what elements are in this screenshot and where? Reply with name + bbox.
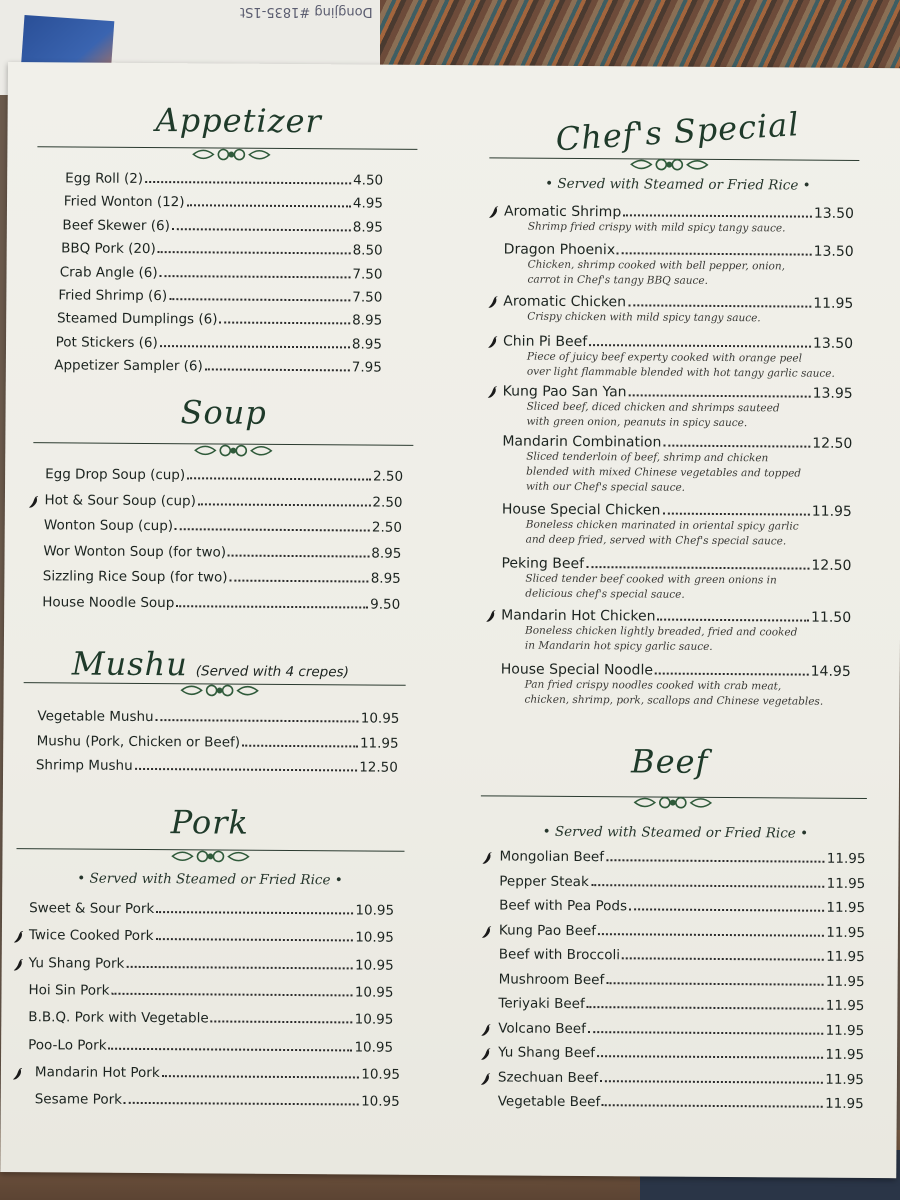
- leader-dots: [145, 181, 351, 184]
- description-line: Sliced tender beef cooked with green onions in: [525, 572, 777, 587]
- menu-item-name: House Special Chicken: [501, 501, 661, 519]
- leader-dots: [587, 1006, 824, 1010]
- menu-item-description: [527, 258, 785, 290]
- menu-item-row: [28, 1037, 393, 1056]
- menu-item-price: 9.50: [370, 596, 401, 613]
- menu-item-price: 12.50: [812, 435, 853, 452]
- beef-ornament-icon: [633, 794, 713, 811]
- menu-item-description: [528, 220, 786, 237]
- leader-dots: [158, 251, 351, 254]
- hot-pepper-icon: [489, 206, 499, 218]
- menu-item-price: 13.50: [813, 205, 855, 222]
- menu-item-name: B.B.Q. Pork with Vegetable: [28, 1009, 209, 1027]
- chefs-special-ornament-icon: [629, 156, 709, 173]
- appetizer-title: Appetizer: [155, 101, 322, 141]
- leader-dots: [187, 205, 351, 208]
- menu-item-row: [499, 873, 865, 892]
- menu-item-price: 10.95: [354, 1011, 394, 1028]
- menu-item-price: 8.95: [351, 336, 383, 353]
- menu-item-price: 10.95: [360, 710, 400, 727]
- description-line: Boneless chicken marinated in oriental spicy garlic: [525, 518, 799, 533]
- hot-pepper-icon: [481, 1073, 491, 1085]
- menu-item-row: [44, 517, 402, 535]
- leader-dots: [156, 719, 359, 722]
- menu-item-row: [64, 194, 383, 212]
- leader-dots: [187, 477, 371, 480]
- menu-item-description: [527, 310, 761, 327]
- leader-dots: [589, 344, 811, 348]
- menu-item-name: Aromatic Shrimp: [503, 203, 622, 221]
- menu-item-name: BBQ Pork (20): [61, 240, 156, 258]
- menu-item-row: [35, 1091, 400, 1110]
- menu-item-row: [58, 287, 382, 305]
- menu-item-row: [499, 971, 865, 990]
- menu-item-price: 8.95: [371, 545, 402, 562]
- hot-pepper-icon: [14, 931, 24, 943]
- menu-item-price: 4.50: [353, 172, 384, 189]
- hot-pepper-icon: [488, 296, 498, 308]
- description-line: in Mandarin hot spicy garlic sauce.: [524, 639, 713, 653]
- leader-dots: [628, 304, 811, 307]
- menu-item-price: 10.95: [355, 929, 394, 947]
- leader-dots: [175, 528, 370, 531]
- menu-item-row: [499, 848, 865, 867]
- leader-dots: [219, 322, 350, 325]
- menu-item-price: 11.95: [825, 1022, 865, 1039]
- pork-rice-note: • Served with Steamed or Fried Rice •: [77, 870, 343, 889]
- hot-pepper-icon: [13, 1068, 23, 1080]
- menu-item-name: Beef with Pea Pods: [499, 897, 628, 915]
- leader-dots: [623, 214, 812, 217]
- leader-dots: [600, 1080, 823, 1084]
- leader-dots: [591, 884, 825, 888]
- leader-dots: [162, 1075, 360, 1078]
- menu-item-name: Mushroom Beef: [498, 970, 605, 988]
- menu-item-row: [498, 1069, 864, 1088]
- envelope-handwriting: Dongjing #1835-1St: [240, 4, 373, 19]
- menu-item-row: [28, 1009, 393, 1028]
- menu-item-price: 11.50: [810, 609, 852, 626]
- menu-item-name: Wor Wonton Soup (for two): [43, 543, 227, 561]
- pork-ornament-icon: [170, 848, 250, 865]
- leader-dots: [597, 1055, 823, 1059]
- menu-item-row: [499, 922, 865, 941]
- menu-item-row: [29, 927, 394, 946]
- menu-item-price: 14.95: [810, 663, 851, 680]
- menu-item-price: 13.50: [813, 243, 854, 260]
- leader-dots: [198, 503, 371, 506]
- menu-item-name: Yu Shang Pork: [28, 954, 125, 972]
- menu-item-row: [42, 594, 400, 612]
- menu-item-name: Mushu (Pork, Chicken or Beef): [36, 732, 241, 751]
- hot-pepper-icon: [488, 336, 498, 348]
- leader-dots: [228, 554, 369, 557]
- leader-dots: [606, 982, 824, 986]
- menu-item-price: 11.95: [359, 734, 399, 752]
- menu-item-row: [498, 995, 864, 1014]
- menu-item-price: 11.95: [826, 875, 866, 892]
- leader-dots: [160, 345, 350, 348]
- leader-dots: [622, 957, 824, 960]
- menu-item-name: Sweet & Sour Pork: [29, 900, 155, 918]
- menu-item-price: 7.50: [352, 289, 383, 306]
- mushu-header: [72, 644, 349, 684]
- description-line: delicious chef's special sauce.: [525, 587, 685, 601]
- menu-item-name: Sesame Pork: [34, 1091, 123, 1108]
- soup-ornament-icon: [193, 442, 273, 459]
- leader-dots: [155, 938, 353, 941]
- leader-dots: [205, 369, 350, 372]
- menu-item-price: 11.95: [825, 997, 865, 1015]
- menu-item-name: Vegetable Mushu: [37, 708, 154, 726]
- menu-item-name: Shrimp Mushu: [35, 757, 133, 774]
- leader-dots: [126, 965, 353, 969]
- menu-item-name: Mandarin Hot Pork: [34, 1064, 160, 1081]
- leader-dots: [176, 605, 368, 608]
- menu-item-row: [35, 1064, 400, 1083]
- hot-pepper-icon: [482, 852, 492, 864]
- description-line: carrot in Chef's tangy BBQ sauce.: [527, 273, 709, 287]
- leader-dots: [242, 744, 358, 747]
- menu-item-row: [29, 955, 394, 974]
- menu-item-name: Poo-Lo Pork: [28, 1036, 107, 1054]
- menu-item-row: [37, 708, 399, 727]
- menu-item-price: 11.95: [826, 850, 866, 868]
- menu-item-name: Hot & Sour Soup (cup): [44, 491, 196, 509]
- menu-item-row: [61, 241, 383, 259]
- leader-dots: [169, 298, 350, 301]
- hot-pepper-icon: [14, 959, 24, 971]
- leader-dots: [617, 252, 811, 255]
- menu-item-price: 11.95: [825, 1046, 865, 1064]
- menu-item-row: [498, 1093, 864, 1112]
- menu-item-price: 8.95: [352, 219, 383, 236]
- menu-item-row: [37, 733, 399, 752]
- menu-item-name: Dragon Phoenix: [503, 241, 616, 259]
- menu-item-price: 2.50: [372, 468, 404, 485]
- leader-dots: [586, 566, 809, 570]
- menu-item-row: [43, 569, 401, 587]
- leader-dots: [111, 993, 352, 997]
- menu-item-price: 12.50: [359, 759, 398, 776]
- menu-item-name: House Special Noodle: [500, 661, 654, 679]
- menu-item-price: 10.95: [361, 1093, 400, 1110]
- description-line: Sliced beef, diced chicken and shrimps sauteed: [526, 400, 780, 415]
- beef-rice-note: • Served with Steamed or Fried Rice •: [542, 823, 809, 842]
- menu-item-row: [62, 217, 382, 235]
- menu-item-name: Fried Wonton (12): [63, 193, 185, 211]
- menu-item-row: [45, 466, 403, 484]
- menu-item-description: [525, 572, 777, 604]
- leader-dots: [160, 275, 351, 278]
- leader-dots: [662, 513, 809, 516]
- leader-dots: [211, 1021, 353, 1024]
- description-line: Shrimp fried crispy with mild spicy tangy sauce.: [527, 220, 786, 235]
- menu-item-row: [57, 311, 382, 329]
- menu-item-price: 10.95: [354, 1038, 394, 1056]
- menu-item-name: Kung Pao Beef: [498, 921, 597, 939]
- menu-page: [0, 62, 900, 1178]
- menu-item-price: 13.95: [812, 385, 853, 402]
- beef-title: Beef: [631, 742, 709, 781]
- menu-item-description: [526, 518, 799, 550]
- leader-dots: [663, 445, 810, 448]
- hot-pepper-icon: [481, 1024, 491, 1036]
- menu-item-name: Twice Cooked Pork: [28, 927, 154, 945]
- menu-item-description: [525, 624, 797, 656]
- menu-item-price: 2.50: [371, 519, 403, 536]
- description-line: Sliced tenderloin of beef, shrimp and chicken: [526, 450, 769, 465]
- menu-item-name: Sizzling Rice Soup (for two): [42, 568, 228, 586]
- menu-item-price: 8.95: [352, 312, 383, 330]
- leader-dots: [602, 1104, 823, 1108]
- menu-item-name: Mandarin Hot Chicken: [501, 607, 656, 625]
- menu-item-price: 7.50: [352, 266, 383, 283]
- menu-item-row: [29, 900, 394, 919]
- mushu-ornament-icon: [180, 682, 260, 699]
- description-line: with our Chef's special sauce.: [526, 480, 686, 494]
- menu-item-row: [498, 1044, 864, 1063]
- menu-item-price: 11.95: [825, 973, 865, 990]
- leader-dots: [172, 228, 351, 231]
- menu-item-price: 11.95: [826, 948, 865, 966]
- menu-item-name: Appetizer Sampler (6): [54, 357, 203, 375]
- menu-item-price: 7.95: [351, 359, 382, 376]
- menu-item-name: Hoi Sin Pork: [28, 982, 110, 999]
- appetizer-ornament-icon: [191, 146, 271, 163]
- description-line: blended with mixed Chinese vegetables and topped: [526, 465, 802, 480]
- soup-title: Soup: [180, 393, 267, 432]
- menu-item-name: Crab Angle (6): [59, 263, 158, 281]
- menu-item-row: [36, 757, 398, 776]
- menu-item-name: Pot Stickers (6): [55, 334, 158, 351]
- menu-item-row: [28, 982, 393, 1001]
- menu-item-price: 10.95: [354, 984, 394, 1001]
- menu-item-name: Szechuan Beef: [497, 1068, 599, 1086]
- pork-title: Pork: [170, 803, 250, 842]
- menu-item-name: Wonton Soup (cup): [43, 517, 174, 535]
- menu-item-row: [44, 492, 402, 510]
- description-line: chicken, shrimp, pork, scallops and Chinese vegetables.: [524, 693, 824, 708]
- hot-pepper-icon: [486, 610, 496, 622]
- menu-item-name: Pepper Steak: [499, 872, 589, 890]
- menu-item-price: 10.95: [354, 957, 394, 974]
- leader-dots: [629, 908, 824, 911]
- menu-item-price: 11.95: [825, 1095, 864, 1112]
- menu-item-price: 11.95: [813, 295, 854, 312]
- menu-item-row: [499, 897, 865, 916]
- description-line: Pan fried crispy noodles cooked with crab meat,: [524, 678, 782, 693]
- description-line: Crispy chicken with mild spicy tangy sauce.: [527, 310, 761, 325]
- menu-item-price: 11.95: [825, 1071, 864, 1088]
- menu-item-price: 10.95: [361, 1066, 400, 1083]
- description-line: with green onion, peanuts in spicy sauce.: [526, 415, 748, 430]
- menu-item-row: [56, 334, 382, 352]
- leader-dots: [124, 1102, 359, 1106]
- menu-item-name: Chin Pi Beef: [503, 333, 588, 351]
- menu-item-row: [43, 543, 401, 561]
- menu-item-description: [526, 400, 779, 432]
- description-line: Chicken, shrimp cooked with bell pepper, onion,: [527, 258, 786, 273]
- menu-item-price: 13.50: [812, 335, 854, 352]
- description-line: over light flammable blended with hot tangy garlic sauce.: [526, 365, 835, 380]
- menu-item-row: [54, 358, 382, 376]
- chefs-special-title: Chef's Special: [554, 105, 801, 159]
- leader-dots: [629, 394, 811, 397]
- description-line: and deep fried, served with Chef's special sauce.: [525, 533, 787, 548]
- menu-item-row: [60, 264, 383, 282]
- leader-dots: [156, 911, 353, 914]
- hot-pepper-icon: [488, 386, 498, 398]
- leader-dots: [135, 768, 358, 772]
- leader-dots: [655, 673, 809, 676]
- description-line: Boneless chicken lightly breaded, fried and cooked: [525, 624, 798, 639]
- leader-dots: [606, 859, 825, 863]
- menu-item-name: Peking Beef: [501, 555, 585, 573]
- leader-dots: [657, 619, 809, 622]
- menu-item-price: 12.50: [811, 557, 852, 574]
- menu-item-price: 8.50: [352, 242, 383, 259]
- menu-item-description: [526, 450, 801, 497]
- leader-dots: [109, 1047, 353, 1051]
- menu-item-name: Kung Pao San Yan: [502, 383, 627, 401]
- menu-item-price: 10.95: [355, 902, 395, 919]
- mushu-title: Mushu: [71, 644, 188, 684]
- menu-item-name: House Noodle Soup: [42, 594, 175, 612]
- menu-item-name: Teriyaki Beef: [498, 995, 585, 1013]
- leader-dots: [230, 580, 369, 583]
- chefs-special-rice-note: • Served with Steamed or Fried Rice •: [545, 175, 811, 194]
- description-line: Piece of juicy beef experty cooked with orange peel: [526, 350, 803, 365]
- menu-item-name: Vegetable Beef: [497, 1093, 601, 1111]
- menu-item-name: Yu Shang Beef: [498, 1044, 596, 1062]
- leader-dots: [598, 933, 824, 937]
- menu-item-price: 8.95: [370, 570, 401, 588]
- menu-item-name: Mandarin Combination: [502, 433, 662, 451]
- menu-item-name: Aromatic Chicken: [503, 293, 627, 311]
- menu-item-name: Beef Skewer (6): [62, 217, 170, 234]
- menu-item-name: Steamed Dumplings (6): [56, 310, 218, 328]
- hot-pepper-icon: [482, 926, 492, 938]
- menu-item-price: 2.50: [372, 494, 403, 511]
- menu-item-name: Volcano Beef: [498, 1019, 586, 1037]
- menu-item-name: Fried Shrimp (6): [58, 287, 168, 305]
- menu-item-name: Beef with Broccoli: [498, 946, 621, 964]
- menu-item-row: [498, 1020, 864, 1039]
- menu-item-price: 11.95: [826, 924, 865, 941]
- menu-item-description: [527, 350, 835, 382]
- menu-item-name: Mongolian Beef: [499, 848, 605, 866]
- menu-item-row: [65, 170, 383, 188]
- menu-item-price: 11.95: [811, 503, 852, 520]
- menu-item-row: [499, 946, 865, 965]
- menu-item-name: Egg Drop Soup (cup): [45, 466, 186, 484]
- menu-item-description: [525, 678, 824, 710]
- mushu-note: (Served with 4 crepes): [195, 663, 349, 681]
- menu-item-name: Egg Roll (2): [65, 170, 144, 187]
- menu-item-price: 4.95: [352, 195, 384, 213]
- leader-dots: [588, 1031, 824, 1035]
- hot-pepper-icon: [29, 496, 39, 508]
- menu-item-price: 11.95: [826, 899, 866, 917]
- hot-pepper-icon: [481, 1048, 491, 1060]
